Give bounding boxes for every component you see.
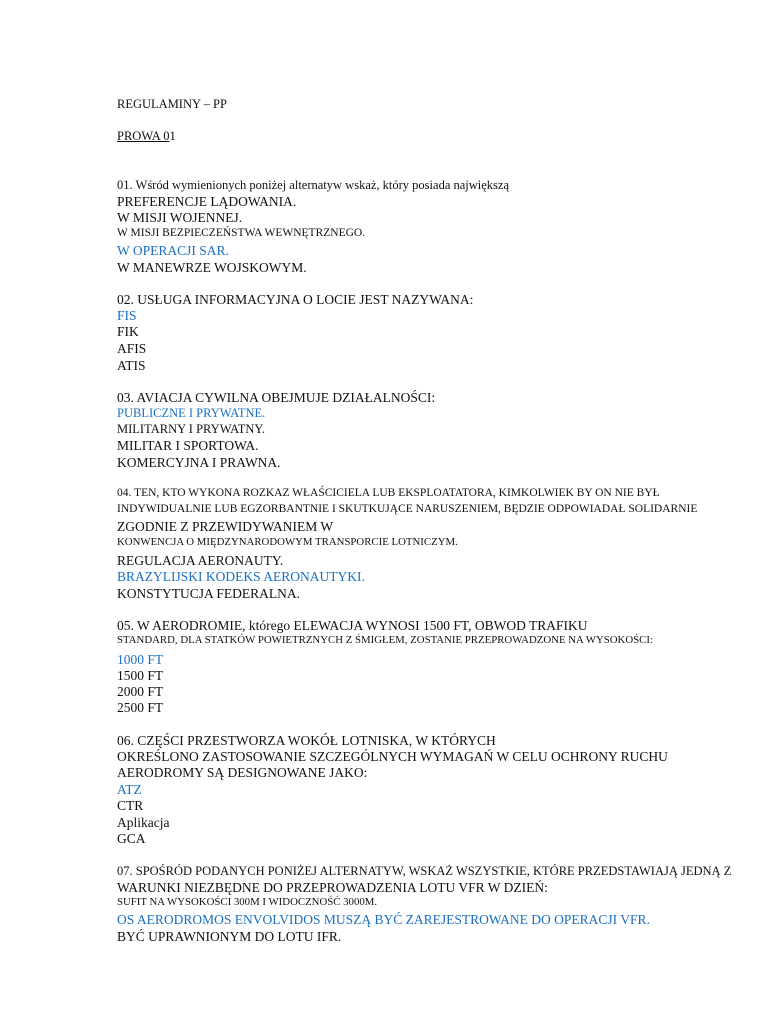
q03-option-c: MILITAR I SPORTOWA.	[117, 438, 259, 453]
q07-option-b: OS AERODROMOS ENVOLVIDOS MUSZĄ BYĆ ZAREJESTROWANE DO OPERACJI VFR.	[117, 912, 650, 927]
q05-option-d: 2500 FT	[117, 700, 164, 715]
q01-option-c: W OPERACJI SAR.	[117, 243, 229, 258]
q07-question-2: WARUNKI NIEZBĘDNE DO PRZEPROWADZENIA LOTU VFR W DZIEŃ:	[117, 880, 548, 895]
q06-option-d: GCA	[117, 831, 146, 846]
q02-option-b: FIK	[117, 324, 139, 339]
q03-option-d: KOMERCYJNA I PRAWNA.	[117, 455, 281, 470]
q01-question-cont: PREFERENCJE LĄDOWANIA.	[117, 194, 297, 209]
q05-question-2: STANDARD, DLA STATKÓW POWIETRZNYCH Z ŚMIGŁEM, ZOSTANIE PRZEPROWADZONE NA WYSOKOŚCI:	[117, 634, 653, 646]
q03-question: 03. AVIACJA CYWILNA OBEJMUJE DZIAŁALNOŚCI:	[117, 390, 436, 405]
q06-question-2: OKREŚLONO ZASTOSOWANIE SZCZEGÓLNYCH WYMAGAŃ W CELU OCHRONY RUCHU	[117, 749, 668, 764]
q02-option-c: AFIS	[117, 341, 147, 356]
q02-option-d: ATIS	[117, 358, 146, 373]
q06-option-b: CTR	[117, 798, 144, 813]
q06-question-3: AERODROMY SĄ DESIGNOWANE JAKO:	[117, 765, 368, 780]
q04-question-2: INDYWIDUALNIE LUB EGZORBANTNIE I SKUTKUJĄCE NARUSZENIEM, BĘDZIE ODPOWIADAŁ SOLIDARNIE	[117, 503, 698, 515]
q01-question: 01. Wśród wymienionych poniżej alternatyw wskaż, który posiada największą	[117, 178, 510, 192]
q04-question-3: ZGODNIE Z PRZEWIDYWANIEM W	[117, 519, 334, 534]
q04-option-a: KONWENCJA O MIĘDZYNARODOWYM TRANSPORCIE LOTNICZYM.	[117, 536, 458, 548]
q02-option-a: FIS	[117, 308, 137, 323]
doc-subtitle	[117, 130, 176, 143]
q05-option-b: 1500 FT	[117, 668, 164, 683]
q05-option-c: 2000 FT	[117, 684, 164, 699]
q06-option-c: Aplikacja	[117, 815, 170, 830]
q04-option-c: BRAZYLIJSKI KODEKS AERONAUTYKI.	[117, 569, 365, 584]
doc-title: REGULAMINY – PP	[117, 97, 227, 111]
q06-question-1: 06. CZĘŚCI PRZESTWORZA WOKÓŁ LOTNISKA, W KTÓRYCH	[117, 733, 496, 748]
q07-option-a: SUFIT NA WYSOKOŚCI 300M I WIDOCZNOŚĆ 3000M.	[117, 896, 378, 908]
q07-option-c: BYĆ UPRAWNIONYM DO LOTU IFR.	[117, 929, 342, 944]
q01-option-d: W MANEWRZE WOJSKOWYM.	[117, 260, 307, 275]
q04-option-d: KONSTYTUCJA FEDERALNA.	[117, 586, 301, 601]
q01-option-b: W MISJI BEZPIECZEŃSTWA WEWNĘTRZNEGO.	[117, 227, 366, 239]
q05-question-1: 05. W AERODROMIE, którego ELEWACJA WYNOSI 1500 FT, OBWOD TRAFIKU	[117, 618, 588, 633]
q02-question: 02. USŁUGA INFORMACYJNA O LOCIE JEST NAZYWANA:	[117, 292, 474, 307]
q06-option-a: ATZ	[117, 782, 142, 797]
q04-question-1: 04. TEN, KTO WYKONA ROZKAZ WŁAŚCICIELA LUB EKSPLOATATORA, KIMKOLWIEK BY ON NIE BYŁ	[117, 487, 660, 499]
subtitle-rest: 1	[169, 129, 176, 143]
q03-option-a: PUBLICZNE I PRYWATNE.	[117, 406, 266, 420]
q01-option-a: W MISJI WOJENNEJ.	[117, 210, 243, 225]
q04-option-b: REGULACJA AERONAUTY.	[117, 553, 284, 568]
subtitle-underlined: PROWA 0	[117, 129, 170, 143]
q05-option-a: 1000 FT	[117, 652, 164, 667]
q07-question-1: 07. SPOŚRÓD PODANYCH PONIŻEJ ALTERNATYW, WSKAŻ WSZYSTKIE, KTÓRE PRZEDSTAWIAJĄ JEDNĄ Z	[117, 864, 732, 878]
q03-option-b: MILITARNY I PRYWATNY.	[117, 422, 265, 436]
